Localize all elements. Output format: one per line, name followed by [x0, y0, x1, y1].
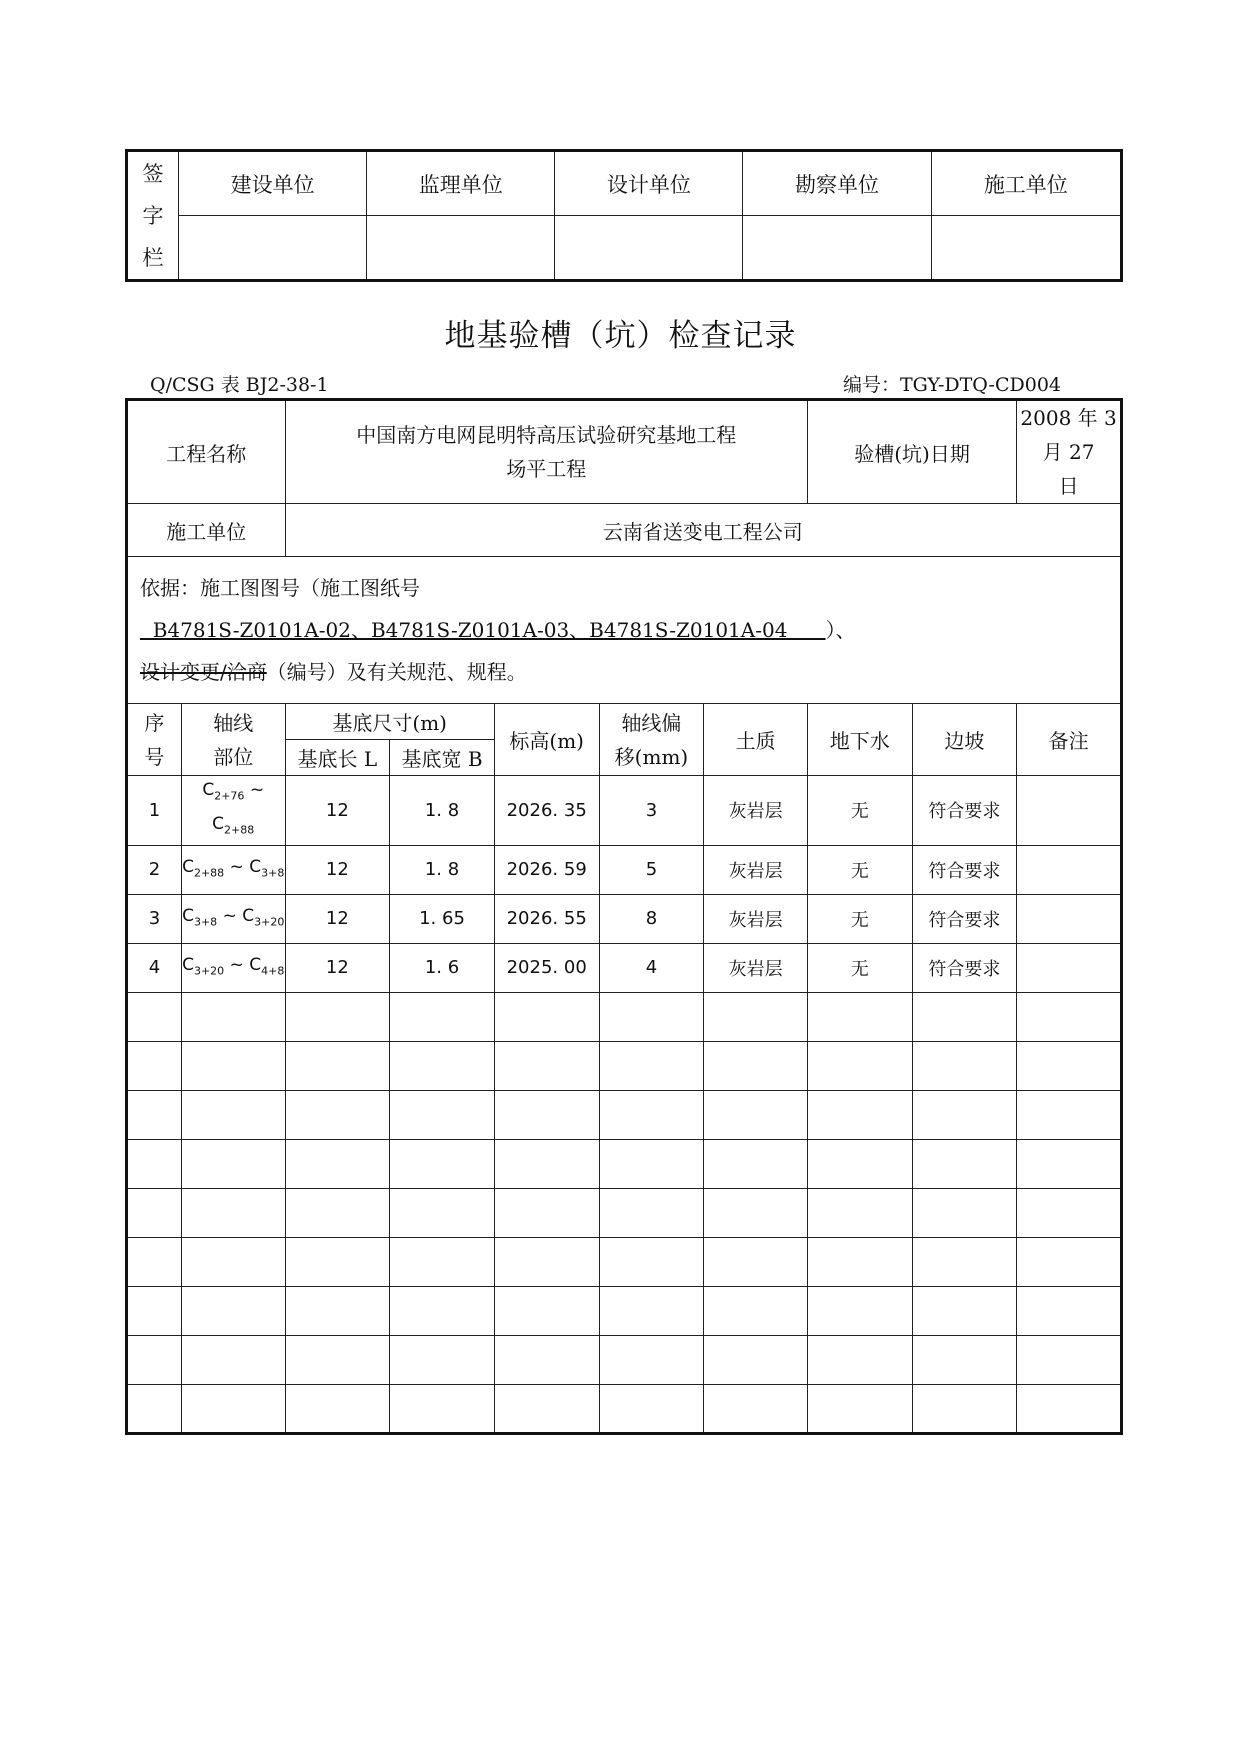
- cell-offset: 4: [599, 943, 704, 992]
- form-code: Q/CSG 表 BJ2-38-1: [150, 374, 329, 396]
- empty-cell[interactable]: [127, 1286, 182, 1335]
- empty-cell[interactable]: [704, 1286, 808, 1335]
- empty-cell[interactable]: [390, 1139, 495, 1188]
- signature-side-label: 签 字 栏: [127, 151, 179, 281]
- empty-row: [127, 992, 1122, 1041]
- cell-seq: 1: [127, 776, 182, 846]
- empty-row: [127, 1139, 1122, 1188]
- design-change-struck: 设计变更/洽商: [140, 660, 267, 684]
- empty-cell[interactable]: [807, 1237, 912, 1286]
- empty-cell[interactable]: [599, 1139, 704, 1188]
- empty-row: [127, 1237, 1122, 1286]
- empty-cell[interactable]: [181, 1286, 285, 1335]
- empty-cell[interactable]: [285, 1384, 390, 1433]
- empty-cell[interactable]: [912, 1237, 1017, 1286]
- cell-elevation: 2026. 35: [494, 776, 599, 846]
- empty-cell[interactable]: [1017, 992, 1122, 1041]
- empty-cell[interactable]: [807, 992, 912, 1041]
- cell-remarks: [1017, 943, 1122, 992]
- cell-offset: 5: [599, 845, 704, 894]
- empty-cell[interactable]: [912, 1139, 1017, 1188]
- empty-cell[interactable]: [127, 1090, 182, 1139]
- empty-row: [127, 1384, 1122, 1433]
- table-row: [127, 943, 1122, 992]
- cell-length: 12: [285, 943, 390, 992]
- col-remarks: 备注: [1017, 704, 1122, 776]
- empty-cell[interactable]: [181, 1090, 285, 1139]
- empty-row: [127, 1090, 1122, 1139]
- empty-cell[interactable]: [285, 1335, 390, 1384]
- cell-axis: $C_{2+76}$ ~ $C_{2+88}$: [181, 776, 285, 846]
- cell-seq: 2: [127, 845, 182, 894]
- col-seq: 序 号: [127, 704, 182, 776]
- empty-cell[interactable]: [181, 1384, 285, 1433]
- sign-cell-surveyor[interactable]: [743, 216, 931, 281]
- empty-cell[interactable]: [285, 992, 390, 1041]
- cell-elevation: 2026. 59: [494, 845, 599, 894]
- empty-cell[interactable]: [494, 1090, 599, 1139]
- empty-cell[interactable]: [390, 1188, 495, 1237]
- empty-cell[interactable]: [807, 1286, 912, 1335]
- empty-cell[interactable]: [181, 1041, 285, 1090]
- sign-header-contractor: 施工单位: [931, 151, 1121, 216]
- empty-cell[interactable]: [807, 1335, 912, 1384]
- empty-cell[interactable]: [704, 1335, 808, 1384]
- empty-cell[interactable]: [285, 1286, 390, 1335]
- empty-cell[interactable]: [704, 1041, 808, 1090]
- empty-row: [127, 1041, 1122, 1090]
- cell-axis: $C_{3+20}$ ~ $C_{4+8}$: [181, 943, 285, 992]
- col-offset: 轴线偏 移(mm): [599, 704, 704, 776]
- empty-cell[interactable]: [1017, 1139, 1122, 1188]
- empty-cell[interactable]: [599, 1335, 704, 1384]
- empty-cell[interactable]: [127, 992, 182, 1041]
- document-title: 地基验槽（坑）检查记录: [444, 318, 797, 354]
- cell-axis: $C_{2+88}$ ~ $C_{3+8}$: [181, 845, 285, 894]
- empty-cell[interactable]: [807, 1090, 912, 1139]
- empty-cell[interactable]: [807, 1188, 912, 1237]
- empty-cell[interactable]: [704, 1090, 808, 1139]
- sign-cell-designer[interactable]: [555, 216, 743, 281]
- empty-cell[interactable]: [599, 1041, 704, 1090]
- contractor-value: 云南省送变电工程公司: [285, 504, 1121, 557]
- empty-cell[interactable]: [494, 1237, 599, 1286]
- empty-cell[interactable]: [181, 1188, 285, 1237]
- empty-cell[interactable]: [285, 1041, 390, 1090]
- empty-cell[interactable]: [181, 1335, 285, 1384]
- empty-cell[interactable]: [127, 1335, 182, 1384]
- empty-cell[interactable]: [390, 1237, 495, 1286]
- empty-cell[interactable]: [127, 1237, 182, 1286]
- empty-cell[interactable]: [599, 1384, 704, 1433]
- empty-cell[interactable]: [912, 1188, 1017, 1237]
- sign-header-surveyor: 勘察单位: [743, 151, 931, 216]
- empty-cell[interactable]: [704, 1188, 808, 1237]
- empty-cell[interactable]: [285, 1237, 390, 1286]
- cell-offset: 8: [599, 894, 704, 943]
- cell-width: 1. 65: [390, 894, 495, 943]
- empty-cell[interactable]: [912, 1335, 1017, 1384]
- cell-soil: 灰岩层: [704, 943, 808, 992]
- cell-seq: 3: [127, 894, 182, 943]
- cell-offset: 3: [599, 776, 704, 846]
- cell-soil: 灰岩层: [704, 776, 808, 846]
- form-number: 编号：TGY-DTQ-CD004: [842, 374, 1061, 396]
- empty-cell[interactable]: [127, 1041, 182, 1090]
- sign-cell-contractor[interactable]: [931, 216, 1121, 281]
- cell-elevation: 2025. 00: [494, 943, 599, 992]
- empty-cell[interactable]: [704, 1139, 808, 1188]
- cell-groundwater: 无: [807, 894, 912, 943]
- empty-cell[interactable]: [1017, 1384, 1122, 1433]
- empty-cell[interactable]: [181, 992, 285, 1041]
- empty-row: [127, 1188, 1122, 1237]
- empty-cell[interactable]: [807, 1384, 912, 1433]
- contractor-label: 施工单位: [127, 504, 286, 557]
- empty-cell[interactable]: [1017, 1090, 1122, 1139]
- empty-cell[interactable]: [494, 1335, 599, 1384]
- empty-cell[interactable]: [494, 1188, 599, 1237]
- inspection-date-value: 2008 年 3 月 27 日: [1017, 400, 1122, 504]
- col-soil: 土质: [704, 704, 808, 776]
- basis-text: 依据：施工图图号（施工图纸号 B4781S-Z0101A-02、B4781S-Z0101A-03、B4781S-Z0101A-04 ）、 设计变更/洽商（编号）及有关规范、规程。: [127, 557, 1122, 704]
- col-slope: 边坡: [912, 704, 1017, 776]
- empty-cell[interactable]: [704, 1237, 808, 1286]
- project-name-value: 中国南方电网昆明特高压试验研究基地工程 场平工程: [285, 400, 807, 504]
- empty-cell[interactable]: [390, 1286, 495, 1335]
- col-axis: 轴线 部位: [181, 704, 285, 776]
- empty-cell[interactable]: [912, 1090, 1017, 1139]
- sign-header-designer: 设计单位: [555, 151, 743, 216]
- col-base-size: 基底尺寸(m): [285, 704, 494, 740]
- empty-cell[interactable]: [181, 1139, 285, 1188]
- empty-cell[interactable]: [599, 1188, 704, 1237]
- empty-cell[interactable]: [285, 1139, 390, 1188]
- cell-remarks: [1017, 776, 1122, 846]
- empty-cell[interactable]: [494, 992, 599, 1041]
- inspection-record-table: [125, 398, 1123, 1435]
- empty-cell[interactable]: [390, 992, 495, 1041]
- empty-cell[interactable]: [494, 1384, 599, 1433]
- empty-cell[interactable]: [181, 1237, 285, 1286]
- empty-cell[interactable]: [599, 992, 704, 1041]
- cell-width: 1. 8: [390, 845, 495, 894]
- cell-width: 1. 8: [390, 776, 495, 846]
- empty-cell[interactable]: [704, 992, 808, 1041]
- col-groundwater: 地下水: [807, 704, 912, 776]
- table-row: [127, 845, 1122, 894]
- empty-row: [127, 1286, 1122, 1335]
- empty-cell[interactable]: [127, 1139, 182, 1188]
- empty-cell[interactable]: [390, 1384, 495, 1433]
- table-row: [127, 776, 1122, 846]
- empty-cell[interactable]: [1017, 1188, 1122, 1237]
- empty-cell[interactable]: [494, 1139, 599, 1188]
- empty-cell[interactable]: [494, 1041, 599, 1090]
- empty-cell[interactable]: [390, 1335, 495, 1384]
- sign-header-supervisor: 监理单位: [367, 151, 555, 216]
- signature-table: [125, 149, 1123, 282]
- cell-groundwater: 无: [807, 776, 912, 846]
- empty-cell[interactable]: [912, 1041, 1017, 1090]
- sign-cell-owner[interactable]: [179, 216, 367, 281]
- cell-axis: $C_{3+8}$ ~ $C_{3+20}$: [181, 894, 285, 943]
- sign-header-owner: 建设单位: [179, 151, 367, 216]
- empty-cell[interactable]: [599, 1090, 704, 1139]
- empty-cell[interactable]: [127, 1188, 182, 1237]
- cell-length: 12: [285, 776, 390, 846]
- cell-groundwater: 无: [807, 943, 912, 992]
- cell-soil: 灰岩层: [704, 845, 808, 894]
- cell-slope: 符合要求: [912, 845, 1017, 894]
- cell-slope: 符合要求: [912, 776, 1017, 846]
- empty-cell[interactable]: [704, 1384, 808, 1433]
- cell-groundwater: 无: [807, 845, 912, 894]
- cell-remarks: [1017, 845, 1122, 894]
- empty-cell[interactable]: [1017, 1286, 1122, 1335]
- empty-cell[interactable]: [1017, 1335, 1122, 1384]
- col-elevation: 标高(m): [494, 704, 599, 776]
- cell-remarks: [1017, 894, 1122, 943]
- empty-row: [127, 1335, 1122, 1384]
- empty-cell[interactable]: [807, 1139, 912, 1188]
- cell-length: 12: [285, 845, 390, 894]
- empty-cell[interactable]: [599, 1286, 704, 1335]
- col-base-length: 基底长 L: [285, 740, 390, 776]
- empty-cell[interactable]: [285, 1188, 390, 1237]
- empty-cell[interactable]: [912, 1384, 1017, 1433]
- table-row: [127, 894, 1122, 943]
- cell-elevation: 2026. 55: [494, 894, 599, 943]
- cell-slope: 符合要求: [912, 894, 1017, 943]
- cell-seq: 4: [127, 943, 182, 992]
- cell-slope: 符合要求: [912, 943, 1017, 992]
- empty-cell[interactable]: [494, 1286, 599, 1335]
- cell-width: 1. 6: [390, 943, 495, 992]
- cell-length: 12: [285, 894, 390, 943]
- cell-soil: 灰岩层: [704, 894, 808, 943]
- inspection-date-label: 验槽(坑)日期: [807, 400, 1016, 504]
- empty-cell[interactable]: [807, 1041, 912, 1090]
- empty-cell[interactable]: [390, 1041, 495, 1090]
- empty-cell[interactable]: [912, 992, 1017, 1041]
- empty-cell[interactable]: [390, 1090, 495, 1139]
- empty-cell[interactable]: [127, 1384, 182, 1433]
- drawing-numbers: B4781S-Z0101A-02、B4781S-Z0101A-03、B4781S-Z0101A-04: [140, 618, 826, 642]
- empty-cell[interactable]: [599, 1237, 704, 1286]
- empty-cell[interactable]: [1017, 1041, 1122, 1090]
- project-name-label: 工程名称: [127, 400, 286, 504]
- empty-cell[interactable]: [912, 1286, 1017, 1335]
- col-base-width: 基底宽 B: [390, 740, 495, 776]
- empty-cell[interactable]: [1017, 1237, 1122, 1286]
- sign-cell-supervisor[interactable]: [367, 216, 555, 281]
- empty-cell[interactable]: [285, 1090, 390, 1139]
